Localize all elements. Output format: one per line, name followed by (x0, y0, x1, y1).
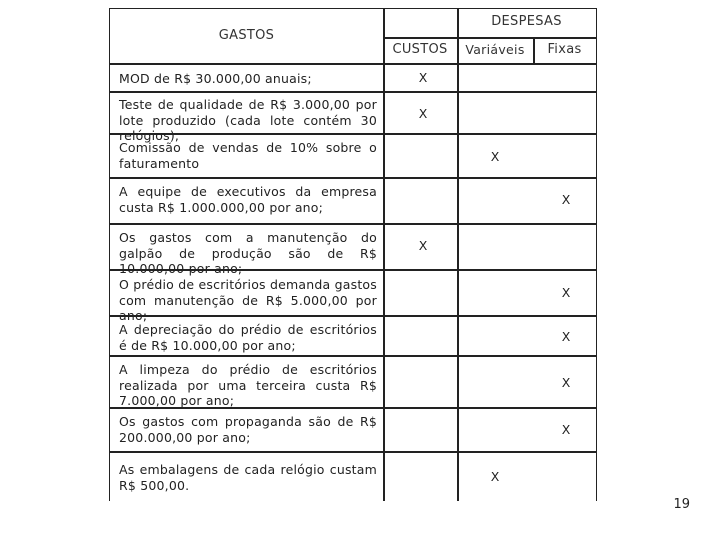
row-divider (110, 355, 596, 357)
column-divider (383, 9, 385, 501)
row-divider (457, 37, 596, 39)
row-description: O prédio de escritórios demanda gastos com manutenção de R$ 5.000,00 por ano; (119, 277, 377, 323)
row-divider (383, 37, 457, 39)
row-mark: X (490, 469, 500, 484)
row-mark: X (561, 192, 571, 207)
row-divider (110, 63, 596, 65)
page-number: 19 (673, 497, 690, 512)
row-description: A equipe de executivos da empresa custa R$ 1.000.000,00 por ano; (119, 184, 377, 215)
row-mark: X (561, 375, 571, 390)
row-description: MOD de R$ 30.000,00 anuais; (119, 71, 312, 86)
row-description: As embalagens de cada relógio custam R$ 500,00. (119, 462, 377, 493)
row-description: A depreciação do prédio de escritórios é de R$ 10.000,00 por ano; (119, 322, 377, 353)
row-mark: X (418, 238, 428, 253)
row-divider (110, 451, 596, 453)
row-divider (110, 223, 596, 225)
classification-table (109, 8, 597, 501)
row-mark: X (418, 70, 428, 85)
row-description: Os gastos com a manutenção do galpão de produção são de R$ 10.000,00 por ano; (119, 230, 377, 276)
row-mark: X (490, 149, 500, 164)
header-custos: CUSTOS (392, 42, 448, 57)
header-fixas: Fixas (547, 42, 582, 57)
column-divider (457, 9, 459, 501)
row-divider (110, 91, 596, 93)
header-gastos: GASTOS (218, 28, 275, 43)
row-divider (110, 177, 596, 179)
header-despesas: DESPESAS (491, 14, 562, 29)
row-description: Teste de qualidade de R$ 3.000,00 por lote produzido (cada lote contém 30 relógios); (119, 97, 377, 143)
row-mark: X (561, 329, 571, 344)
row-description: A limpeza do prédio de escritórios realizada por uma terceira custa R$ 7.000,00 por ano; (119, 362, 377, 408)
row-mark: X (561, 422, 571, 437)
header-variaveis: Variáveis (465, 42, 525, 57)
row-mark: X (418, 106, 428, 121)
row-description: Os gastos com propaganda são de R$ 200.000,00 por ano; (119, 414, 377, 445)
row-description: Comissão de vendas de 10% sobre o faturamento (119, 140, 377, 171)
row-mark: X (561, 285, 571, 300)
